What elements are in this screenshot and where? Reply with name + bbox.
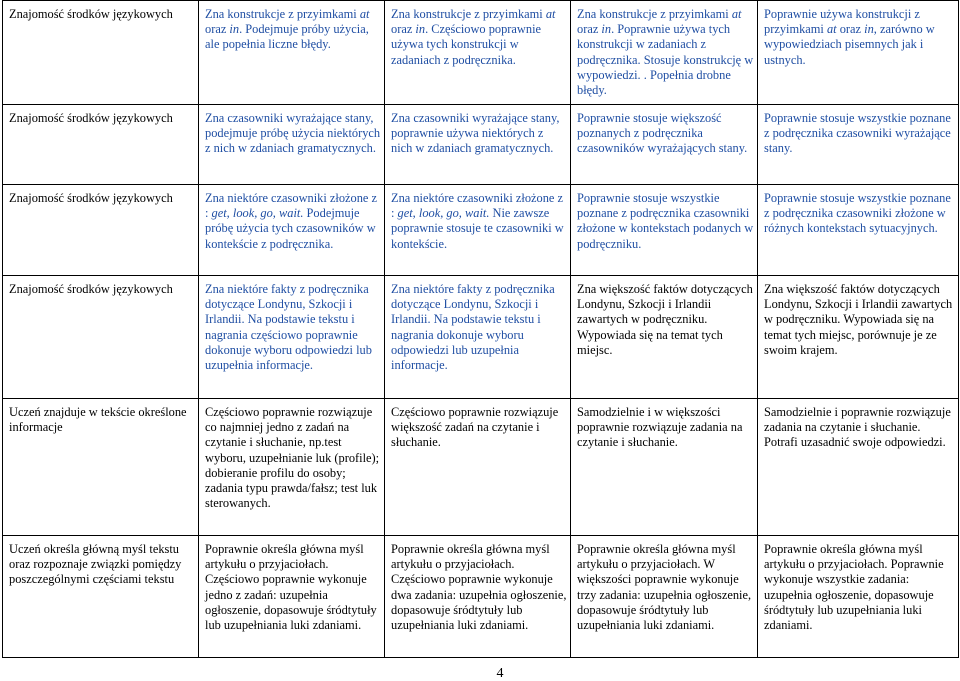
level-cell — [199, 399, 385, 536]
cell-text-segment: Zna niektóre czasowniki złożone z : — [391, 191, 564, 221]
criterion-cell: Znajomość środków językowych — [3, 276, 199, 399]
cell-text-segment: in — [601, 22, 612, 37]
cell-text-segment: Zna niektóre fakty z podręcznika dotyczące Londynu, Szkocji i Irlandii. Na podstawie tekstu i nagrania dokonuje wyboru odpowiedzi lub uzupełnia informacje. — [391, 282, 555, 373]
cell-text-segment: at — [731, 7, 742, 21]
cell-text-segment: Zna konstrukcje z przyimkami — [391, 7, 546, 21]
level-cell — [571, 1, 758, 105]
table-row — [3, 399, 959, 536]
cell-text-segment: at — [545, 7, 556, 21]
level-cell — [199, 276, 385, 399]
cell-text-segment: Poprawnie używa konstrukcji z przyimkami — [764, 7, 920, 37]
criterion-cell: Znajomość środków językowych — [3, 185, 199, 276]
level-cell — [571, 105, 758, 185]
cell-text-segment: Samodzielnie i w większości poprawnie rozwiązuje zadania na czytanie i słuchanie. — [577, 405, 743, 450]
cell-text-segment: Częściowo poprawnie rozwiązuje co najmniej jedno z zadań na czytanie i słuchanie, np.test wyboru, uzupełnianie luk (profile); dobieranie profilu do osoby; zadania typu prawda/fałsz; test luk sterowanych. — [205, 405, 380, 511]
cell-text-segment: Poprawnie stosuje większość poznanych z podręcznika czasowników wyrażających stany. — [577, 111, 748, 156]
level-cell — [758, 185, 959, 276]
cell-text-segment: Zna niektóre fakty z podręcznika dotyczące Londynu, Szkocji i Irlandii. Na podstawie tekstu i nagrania częściowo poprawnie dokonuje wyboru odpowiedzi lub uzupełnia informacje. — [205, 282, 372, 373]
cell-text-segment: in — [864, 22, 874, 37]
level-cell — [758, 276, 959, 399]
cell-text-segment: Zna większość faktów dotyczących Londynu, Szkocji i Irlandii zawartych w podręczniku. Wypowiada się na temat tych miejsc. — [577, 282, 753, 357]
level-cell — [385, 536, 571, 658]
cell-text-segment: Poprawnie stosuje wszystkie poznane z podręcznika czasowniki złożone w kontekstach podanych w podręczniku. — [577, 191, 754, 251]
cell-text-segment: Poprawnie określa główna myśl artykułu o przyjaciołach. Poprawnie wykonuje wszystkie zadania: uzupełnia ogłoszenie, dopasowuje śródtytuły lub uzupełniania luki zdaniami. — [764, 542, 944, 633]
table-row — [3, 185, 959, 276]
cell-text-segment: get, look, go, wait. — [211, 206, 304, 221]
level-cell — [385, 276, 571, 399]
level-cell — [758, 1, 959, 105]
cell-text-segment: Nie zawsze poprawnie stosuje te czasowniki w kontekście. — [391, 206, 564, 251]
cell-text-segment: Poprawnie stosuje wszystkie poznane z podręcznika czasowniki wyrażające stany. — [764, 111, 951, 156]
cell-text-segment: oraz — [836, 22, 865, 37]
level-cell — [571, 399, 758, 536]
cell-text-segment: Zna czasowniki wyrażające stany, podejmuje próbę użycia niektórych z nich w zdaniach gramatycznych. — [205, 111, 381, 156]
level-cell — [571, 185, 758, 276]
cell-text-segment: in — [415, 22, 426, 37]
cell-text-segment: Podejmuje próbę użycia tych czasowników w kontekście z podręcznika. — [205, 206, 376, 251]
cell-text-segment: Zna czasowniki wyrażające stany, poprawnie używa niektórych z nich w zdaniach gramatycznych. — [391, 111, 560, 156]
criterion-cell: Znajomość środków językowych — [3, 105, 199, 185]
cell-text-segment: Poprawnie określa główna myśl artykułu o przyjaciołach. W większości poprawnie wykonuje trzy zadania: uzupełnia ogłoszenie, dopasowuje śródtytuły lub uzupełniania luki zdaniami. — [577, 542, 752, 633]
level-cell — [199, 105, 385, 185]
level-cell — [385, 1, 571, 105]
level-cell — [199, 536, 385, 658]
cell-text-segment: . Podejmuje próby użycia, ale popełnia liczne błędy. — [205, 22, 369, 52]
cell-text-segment: at — [826, 22, 837, 37]
cell-text-segment: Poprawnie określa główna myśl artykułu o przyjaciołach. Częściowo poprawnie wykonuje dwa zadania: uzupełnia ogłoszenie, dopasowuje śródtytuły lub uzupełniania luki zdaniami. — [391, 542, 567, 633]
cell-text-segment: . Częściowo poprawnie używa tych konstrukcji w zadaniach z podręcznika. — [391, 22, 542, 67]
cell-text-segment: . Poprawnie używa tych konstrukcji w zadaniach z podręcznika. Stosuje konstrukcję w wypowiedzi. . Popełnia drobne błędy. — [577, 22, 754, 98]
level-cell — [199, 1, 385, 105]
cell-text-segment: oraz — [205, 22, 230, 37]
cell-text-segment: at — [359, 7, 370, 21]
page-number: 4 — [496, 666, 504, 681]
table-row — [3, 105, 959, 185]
criterion-cell: Znajomość środków językowych — [3, 1, 199, 105]
level-cell — [571, 276, 758, 399]
criterion-cell: Uczeń określa główną myśl tekstu oraz rozpoznaje związki pomiędzy poszczególnymi częściami tekstu — [3, 536, 199, 658]
level-cell — [385, 105, 571, 185]
level-cell — [758, 536, 959, 658]
level-cell — [758, 105, 959, 185]
cell-text-segment: Poprawnie określa główna myśl artykułu o przyjaciołach. Częściowo poprawnie wykonuje jedno z zadań: uzupełnia ogłoszenie, dopasowuje śródtytuły lub uzupełniania luki zdaniami. — [205, 542, 377, 633]
level-cell — [758, 399, 959, 536]
cell-text-segment: oraz — [577, 22, 602, 37]
cell-text-segment: , zarówno w wypowiedziach pisemnych jak i ustnych. — [764, 22, 935, 67]
cell-text-segment: get, look, go, wait. — [397, 206, 490, 221]
cell-text-segment: in — [229, 22, 240, 37]
cell-text-segment: oraz — [391, 22, 416, 37]
table-row — [3, 1, 959, 105]
level-cell — [385, 185, 571, 276]
table-row — [3, 276, 959, 399]
cell-text-segment: Zna konstrukcje z przyimkami — [205, 7, 360, 21]
grading-rubric-table — [2, 0, 959, 658]
level-cell — [199, 185, 385, 276]
level-cell — [385, 399, 571, 536]
table-row — [3, 536, 959, 658]
cell-text-segment: Poprawnie stosuje wszystkie poznane z podręcznika czasowniki złożone w różnych kontekstach sytuacyjnych. — [764, 191, 951, 236]
level-cell — [571, 536, 758, 658]
cell-text-segment: Zna większość faktów dotyczących Londynu, Szkocji i Irlandii zawartych w podręczniku. Wypowiada się na temat tych miejsc, porównuje je ze swoim krajem. — [764, 282, 953, 357]
cell-text-segment: Samodzielnie i poprawnie rozwiązuje zadania na czytanie i słuchanie. Potrafi uzasadnić swoje odpowiedzi. — [764, 405, 951, 450]
criterion-cell: Uczeń znajduje w tekście określone informacje — [3, 399, 199, 536]
cell-text-segment: Zna konstrukcje z przyimkami — [577, 7, 732, 21]
cell-text-segment: Częściowo poprawnie rozwiązuje większość zadań na czytanie i słuchanie. — [391, 405, 559, 450]
cell-text-segment: Zna niektóre czasowniki złożone z : — [205, 191, 378, 221]
